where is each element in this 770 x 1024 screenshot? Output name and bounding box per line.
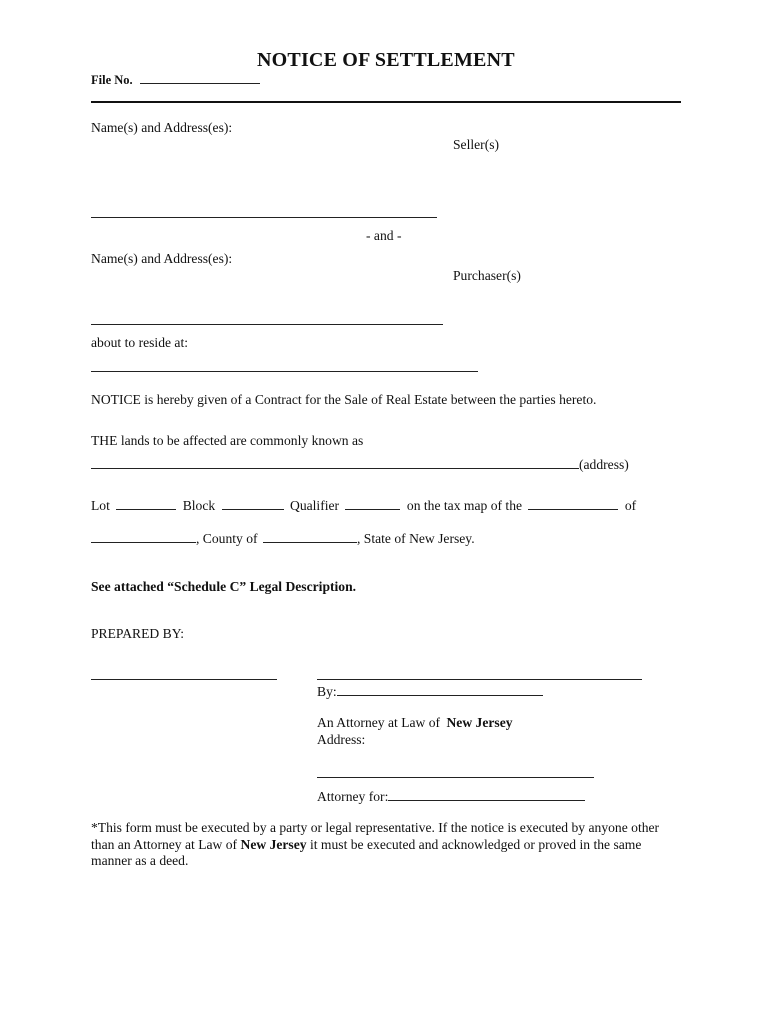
attorney-row xyxy=(317,715,513,731)
seller-names-label: Name(s) and Address(es): xyxy=(91,120,233,135)
lands-text: THE lands to be affected are commonly known as xyxy=(91,433,364,448)
prepared-by-label: PREPARED BY: xyxy=(91,626,185,641)
seller-names-field[interactable] xyxy=(91,217,437,218)
attorney-for-field[interactable] xyxy=(388,788,585,801)
footnote xyxy=(91,820,683,870)
seller-label: Seller(s) xyxy=(453,137,500,152)
by-signature-field[interactable] xyxy=(337,683,543,696)
county-row xyxy=(91,530,475,547)
purchaser-label: Purchaser(s) xyxy=(453,268,521,283)
notice-text: NOTICE is hereby given of a Contract for the Sale of Real Estate between the parties hereto. xyxy=(91,392,597,407)
address-label: (address) xyxy=(579,457,629,472)
municipality-field[interactable] xyxy=(528,497,618,510)
purchaser-names-label: Name(s) and Address(es): xyxy=(91,251,233,266)
qualifier-field[interactable] xyxy=(345,497,400,510)
municipality-name-field[interactable] xyxy=(91,530,196,543)
footnote-state: New Jersey xyxy=(240,836,307,852)
state-label: , State of New Jersey. xyxy=(356,531,475,546)
county-label: , County of xyxy=(196,531,258,546)
lot-field[interactable] xyxy=(116,497,176,510)
and-separator: - and - xyxy=(366,228,402,243)
footnote-part1: *This form must be executed by a party or legal representative. If the notice is executed by anyone other than an Attorney at Law of xyxy=(91,820,660,852)
lands-address-field[interactable] xyxy=(91,456,579,469)
tax-map-label: on the tax map of the xyxy=(406,498,523,513)
block-field[interactable] xyxy=(222,497,284,510)
attorney-address-field[interactable] xyxy=(317,777,594,778)
file-no-field[interactable] xyxy=(140,71,260,84)
purchaser-names-field[interactable] xyxy=(91,324,443,325)
schedule-text: See attached “Schedule C” Legal Description. xyxy=(91,579,357,594)
block-label: Block xyxy=(182,498,216,513)
of-label: of xyxy=(624,498,637,513)
attorney-state: New Jersey xyxy=(446,715,513,730)
attorney-for-label: Attorney for: xyxy=(317,789,389,804)
lot-block-row xyxy=(91,497,636,514)
page-title: NOTICE OF SETTLEMENT xyxy=(257,49,515,71)
preparer-signature-field[interactable] xyxy=(91,679,277,680)
file-no-label: File No. xyxy=(91,73,133,87)
county-field[interactable] xyxy=(263,530,357,543)
address-row xyxy=(91,456,629,473)
reside-address-field[interactable] xyxy=(91,371,478,372)
attorney-for-row xyxy=(317,788,585,805)
attorney-name-field[interactable] xyxy=(317,679,642,680)
header-divider xyxy=(91,101,681,103)
address-field-label: Address: xyxy=(317,732,366,747)
by-label: By: xyxy=(317,684,337,699)
qualifier-label: Qualifier xyxy=(290,498,340,513)
footnote-part2: it must be executed and acknowledged or proved in the same manner as a deed. xyxy=(91,836,642,868)
attorney-label: An Attorney at Law of xyxy=(317,715,441,730)
by-row xyxy=(317,683,543,700)
lot-label: Lot xyxy=(91,498,110,513)
reside-label: about to reside at: xyxy=(91,335,189,350)
file-no-row xyxy=(91,71,260,88)
